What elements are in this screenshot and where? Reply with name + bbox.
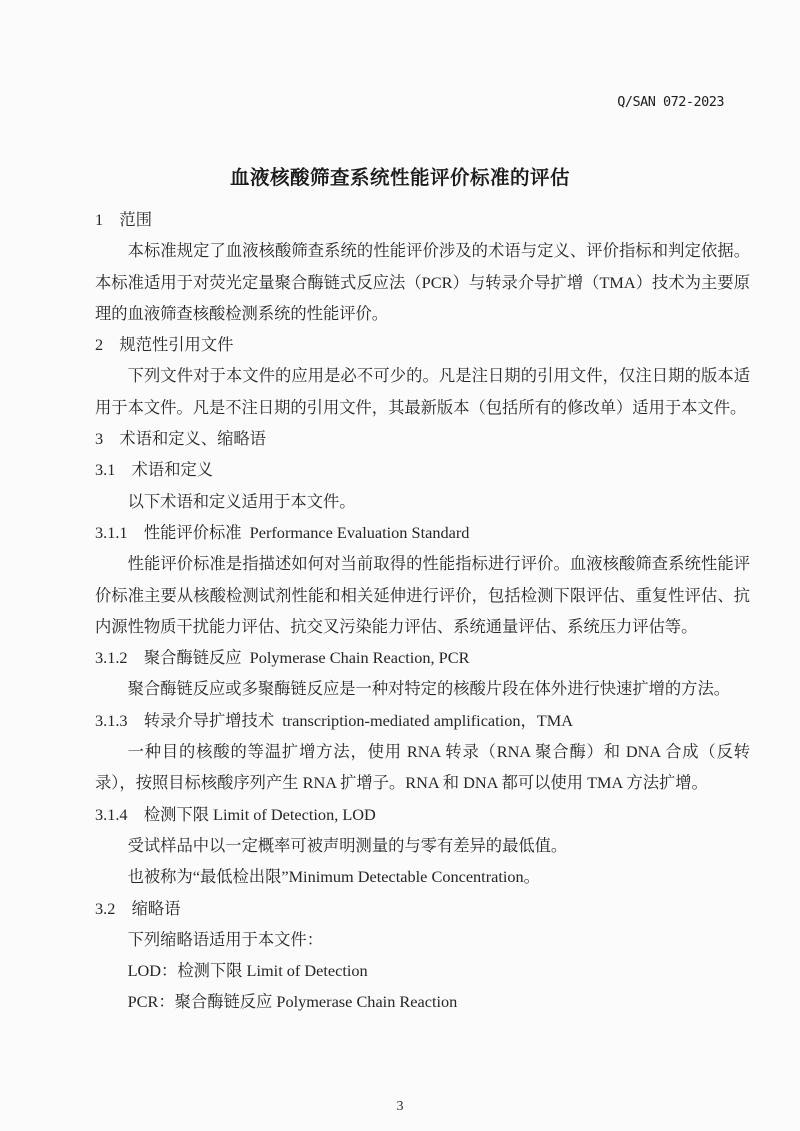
clause-2-heading: 2 规范性引用文件 xyxy=(95,335,234,355)
term-3-1-3-definition: 一种目的核酸的等温扩增方法，使用 RNA 转录（RNA 聚合酶）和 DNA 合成（反转录），按照目标核酸序列产生 RNA 扩增子。RNA 和 DNA 都可以使用 TMA 方法扩增。 xyxy=(95,742,750,793)
abbreviation-pcr: PCR：聚合酶链反应 Polymerase Chain Reaction xyxy=(127,992,458,1012)
document-title: 血液核酸筛查系统性能评价标准的评估 xyxy=(229,168,570,189)
clause-1-heading: 1 范围 xyxy=(95,210,152,229)
clause-2-paragraph: 下列文件对于本文件的应用是必不可少的。凡是注日期的引用文件，仅注日期的版本适用于本文件。凡是不注日期的引用文件，其最新版本（包括所有的修改单）适用于本文件。 xyxy=(95,366,750,417)
clause-3-heading: 3 术语和定义、缩略语 xyxy=(95,429,266,449)
clause-1-paragraph: 本标准规定了血液核酸筛查系统的性能评价涉及的术语与定义、评价指标和判定依据。本标准适用于对荧光定量聚合酶链式反应法（PCR）与转录介导扩增（TMA）技术为主要原理的血液筛查核酸检测系统的性能评价。 xyxy=(95,241,750,323)
clause-3-2-heading: 3.2 缩略语 xyxy=(95,898,181,918)
page-number: 3 xyxy=(396,1099,404,1114)
abbreviation-lod: LOD：检测下限 Limit of Detection xyxy=(127,961,368,981)
clause-3-1-heading: 3.1 术语和定义 xyxy=(95,460,214,480)
document-body xyxy=(95,204,750,1018)
term-3-1-4-note: 也被称为“最低检出限”Minimum Detectable Concentration。 xyxy=(127,867,540,887)
standard-number-header: Q/SAN 072-2023 xyxy=(617,94,724,110)
clause-3-2-intro: 下列缩略语适用于本文件： xyxy=(127,929,323,949)
term-3-1-4-definition: 受试样品中以一定概率可被声明测量的与零有差异的最低值。 xyxy=(127,835,568,855)
term-3-1-1-definition: 性能评价标准是指描述如何对当前取得的性能指标进行评价。血液核酸筛查系统性能评价标准主要从核酸检测试剂性能和相关延伸进行评价，包括检测下限评估、重复性评估、抗内源性物质干扰能力评估、抗交叉污染能力评估、系统通量评估、系统压力评估等。 xyxy=(95,554,750,636)
clause-3-1-paragraph: 以下术语和定义适用于本文件。 xyxy=(127,491,356,511)
term-3-1-4-heading: 3.1.4 检测下限 Limit of Detection, LOD xyxy=(95,804,376,824)
term-3-1-2-heading: 3.1.2 聚合酶链反应 Polymerase Chain Reaction, PCR xyxy=(95,648,470,668)
term-3-1-1-heading: 3.1.1 性能评价标准 Performance Evaluation Standard xyxy=(95,522,470,542)
term-3-1-2-definition: 聚合酶链反应或多聚酶链反应是一种对特定的核酸片段在体外进行快速扩增的方法。 xyxy=(127,679,731,699)
term-3-1-3-heading: 3.1.3 转录介导扩增技术 transcription-mediated amplification，TMA xyxy=(95,710,573,730)
